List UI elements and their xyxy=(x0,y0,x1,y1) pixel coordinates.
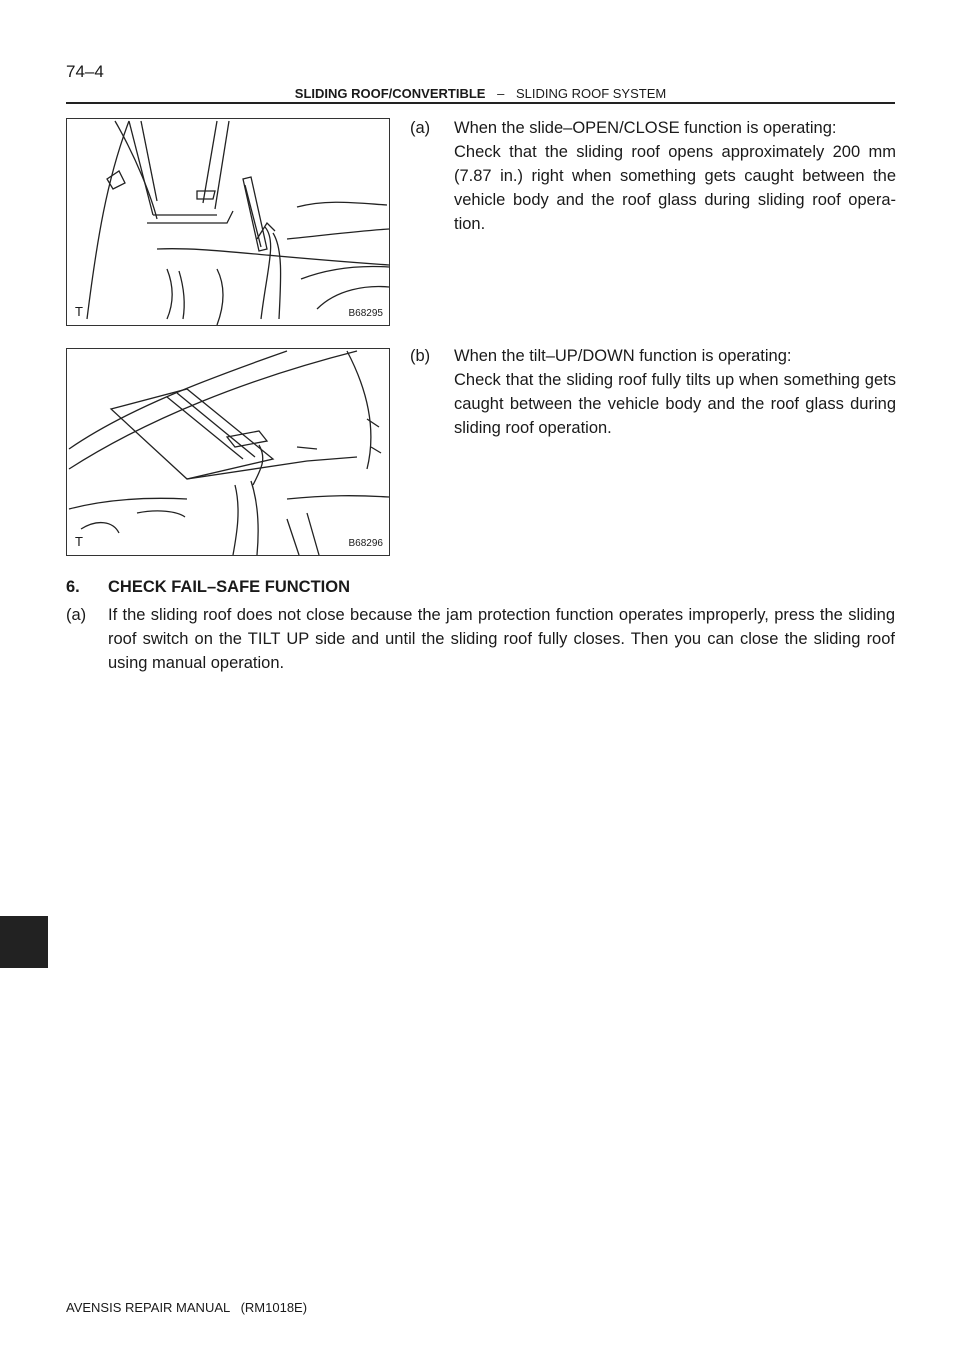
sliding-roof-tilt-illustration xyxy=(67,349,389,555)
page-number: 74–4 xyxy=(66,62,104,81)
step-label: (a) xyxy=(410,119,431,137)
figure-code: B68296 xyxy=(348,538,383,549)
step-detail: Check that the sliding roof fully tilts up when something gets caught between the vehicle body and the roof glass during sliding roof operation. xyxy=(454,371,896,437)
step-detail: Check that the sliding roof opens approximately 200 mm (7.87 in.) right when something gets caught between the vehicle body and the roof glass during sliding roof opera-tion. xyxy=(454,143,896,233)
step-text: If the sliding roof does not close because the jam protection function operates improperly, press the sliding roof switch on the TILT UP side and until the sliding roof fully closes. Then you can close the sliding roof using manual operation. xyxy=(108,606,895,672)
step-label: (a) xyxy=(66,606,87,624)
step-a xyxy=(410,116,896,236)
header-subsection: SLIDING ROOF SYSTEM xyxy=(515,86,667,101)
figure-corner-mark: T xyxy=(75,304,83,319)
fail-safe-step-a xyxy=(66,603,895,675)
header-separator: – xyxy=(497,86,505,101)
section-number: 6. xyxy=(66,578,80,596)
footer: AVENSIS REPAIR MANUAL (RM1018E) xyxy=(66,1300,308,1315)
figure-corner-mark: T xyxy=(75,534,83,549)
step-label: (b) xyxy=(410,347,431,365)
figure-code: B68295 xyxy=(348,308,383,319)
running-header xyxy=(66,86,895,104)
step-lead: When the tilt–UP/DOWN function is operating: xyxy=(454,347,792,365)
section-tab-marker xyxy=(0,916,48,968)
figure-tilt-up xyxy=(66,348,390,556)
step-lead: When the slide–OPEN/CLOSE function is operating: xyxy=(454,119,837,137)
step-b xyxy=(410,344,896,440)
sliding-roof-open-illustration xyxy=(67,119,389,325)
header-section: SLIDING ROOF/CONVERTIBLE xyxy=(294,86,486,101)
section-heading xyxy=(66,578,350,597)
section-title: CHECK FAIL–SAFE FUNCTION xyxy=(108,578,351,596)
figure-slide-open xyxy=(66,118,390,326)
